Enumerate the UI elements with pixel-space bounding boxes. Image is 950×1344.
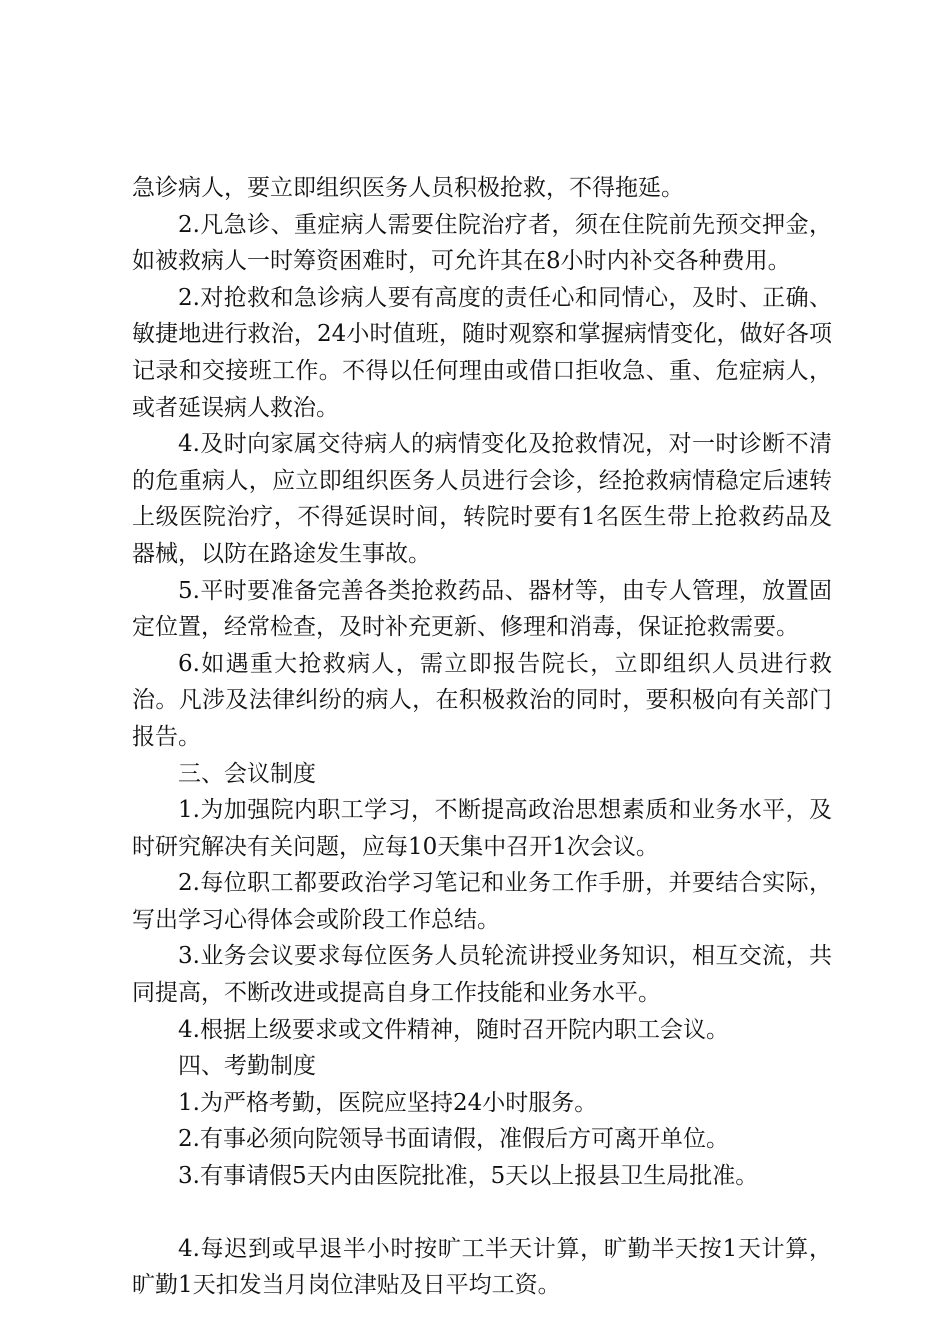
paragraph-major-rescue: 6.如遇重大抢救病人，需立即报告院长，立即组织人员进行救治。凡涉及法律纠纷的病人，在积极救治的同时，要积极向有关部门报告。	[132, 650, 832, 750]
paragraph-meeting-3: 3.业务会议要求每位医务人员轮流讲授业务知识，相互交流，共同提高，不断改进或提高自身工作技能和业务水平。	[132, 943, 832, 1007]
paragraph-family-notice: 4.及时向家属交待病人的病情变化及抢救情况，对一时诊断不清的危重病人，应立即组织医务人员进行会诊，经抢救病情稳定后速转上级医院治疗，不得延误时间，转院时要有1名医生带上抢救药品及器械，以防在路途发生事故。	[132, 431, 832, 567]
paragraph-attendance-4: 4.每迟到或早退半小时按旷工半天计算，旷勤半天按1天计算，旷勤1天扣发当月岗位津贴及日平均工资。	[132, 1235, 832, 1299]
paragraph-meeting-1: 1.为加强院内职工学习，不断提高政治思想素质和业务水平，及时研究解决有关问题，应每10天集中召开1次会议。	[132, 797, 832, 860]
section-heading-attendance: 四、考勤制度	[178, 1053, 316, 1080]
blank-line	[132, 1195, 832, 1231]
paragraph-meeting-4: 4.根据上级要求或文件精神，随时召开院内职工会议。	[178, 1016, 729, 1043]
paragraph-responsibility: 2.对抢救和急诊病人要有高度的责任心和同情心，及时、正确、敏捷地进行救治，24小时值班，随时观察和掌握病情变化，做好各项记录和交接班工作。不得以任何理由或借口拒收急、重、危症病人，或者延误病人救治。	[132, 284, 832, 421]
paragraph-attendance-2: 2.有事必须向院领导书面请假，准假后方可离开单位。	[178, 1126, 729, 1153]
document-body	[132, 170, 832, 1304]
section-heading-meetings: 三、会议制度	[178, 760, 316, 787]
paragraph-attendance-3: 3.有事请假5天内由医院批准，5天以上报县卫生局批准。	[178, 1163, 759, 1190]
paragraph-attendance-1: 1.为严格考勤，医院应坚持24小时服务。	[178, 1089, 598, 1116]
paragraph-meeting-2: 2.每位职工都要政治学习笔记和业务工作手册，并要结合实际，写出学习心得体会或阶段工作总结。	[132, 870, 832, 933]
paragraph-emergency-deposit: 2.凡急诊、重症病人需要住院治疗者，须在住院前先预交押金，如被救病人一时筹资困难时，可允许其在8小时内补交各种费用。	[132, 211, 832, 275]
paragraph-equipment: 5.平时要准备完善各类抢救药品、器材等，由专人管理，放置固定位置，经常检查，及时补充更新、修理和消毒，保证抢救需要。	[132, 577, 832, 641]
paragraph-continued: 急诊病人，要立即组织医务人员积极抢救，不得拖延。	[132, 175, 684, 201]
